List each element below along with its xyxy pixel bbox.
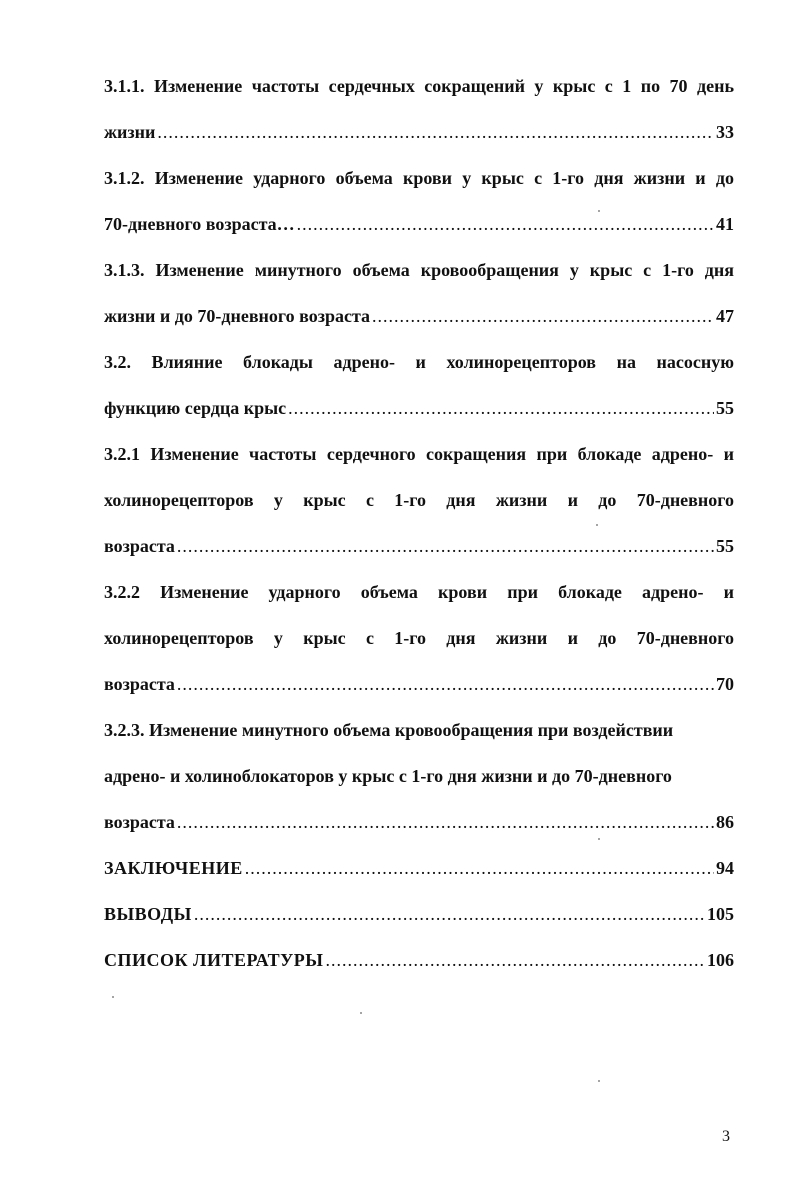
- leader-dots: [194, 902, 705, 926]
- toc-entry-3-2-line-1: 3.2. Влияние блокады адрено- и холинорецепторов на насосную: [104, 352, 734, 372]
- toc-entry-3-1-3-last[interactable]: [104, 304, 734, 328]
- toc-entry-3-2-1-line-1: 3.2.1 Изменение частоты сердечного сокращения при блокаде адрено- и: [104, 444, 734, 464]
- leader-dots: [177, 534, 714, 558]
- toc-page-number: 70: [716, 674, 734, 694]
- toc-entry-conclusion[interactable]: [104, 856, 734, 880]
- toc-entry-3-1-1-last[interactable]: [104, 120, 734, 144]
- toc-page-number: 105: [707, 904, 734, 924]
- leader-dots: [372, 304, 714, 328]
- toc-entry-3-2-2-line-2: холинорецепторов у крыс с 1-го дня жизни и до 70-дневного: [104, 628, 734, 648]
- toc-entry-3-1-3-line-1: 3.1.3. Изменение минутного объема кровообращения у крыс с 1-го дня: [104, 260, 734, 280]
- toc-page-number: 47: [716, 306, 734, 326]
- toc-page-number: 94: [716, 858, 734, 878]
- toc-page-number: 106: [707, 950, 734, 970]
- scan-speck: [598, 1080, 600, 1082]
- toc-page-number: 55: [716, 536, 734, 556]
- scan-speck: [598, 838, 600, 840]
- page-number: 3: [722, 1128, 730, 1145]
- scan-speck: [596, 524, 598, 526]
- scan-speck: [360, 1012, 362, 1014]
- toc-entry-text: ВЫВОДЫ: [104, 904, 192, 924]
- toc-entry-3-1-2-last[interactable]: [104, 212, 734, 236]
- toc-entry-3-2-1-line-2: холинорецепторов у крыс с 1-го дня жизни и до 70-дневного: [104, 490, 734, 510]
- toc-entry-text: ЗАКЛЮЧЕНИЕ: [104, 858, 243, 878]
- toc-entry-3-2-3-line-2: адрено- и холиноблокаторов у крыс с 1-го дня жизни и до 70-дневного: [104, 766, 672, 786]
- toc-entry-3-2-1-last[interactable]: [104, 534, 734, 558]
- toc-entry-text: функцию сердца крыс: [104, 398, 287, 418]
- toc-entry-text: возраста: [104, 674, 175, 694]
- toc-page-number: 86: [716, 812, 734, 832]
- toc-entry-text: жизни: [104, 122, 156, 142]
- scan-speck: [112, 996, 114, 998]
- toc-entry-text: жизни и до 70-дневного возраста: [104, 306, 371, 326]
- leader-dots: [297, 212, 714, 236]
- toc-page-number: 55: [716, 398, 734, 418]
- toc-page-number: 33: [716, 122, 734, 142]
- toc-entry-3-2-2-line-1: 3.2.2 Изменение ударного объема крови при блокаде адрено- и: [104, 582, 734, 602]
- toc-entry-3-1-2-line-1: 3.1.2. Изменение ударного объема крови у крыс с 1-го дня жизни и до: [104, 168, 734, 188]
- toc-entry-3-2-last[interactable]: [104, 396, 734, 420]
- leader-dots: [325, 948, 705, 972]
- toc-entry-3-2-3-last[interactable]: [104, 810, 734, 834]
- toc-entry-text: возраста: [104, 536, 175, 556]
- toc-entry-text: возраста: [104, 812, 175, 832]
- toc-page-number: 41: [716, 214, 734, 234]
- leader-dots: [177, 810, 714, 834]
- toc-entry-3-1-1-line-1: 3.1.1. Изменение частоты сердечных сокращений у крыс с 1 по 70 день: [104, 76, 734, 96]
- scan-speck: [598, 210, 600, 212]
- toc-entry-findings[interactable]: [104, 902, 734, 926]
- leader-dots: [177, 672, 714, 696]
- leader-dots: [157, 120, 714, 144]
- leader-dots: [288, 396, 714, 420]
- toc-entry-text: СПИСОК ЛИТЕРАТУРЫ: [104, 950, 324, 970]
- toc-entry-3-2-3-line-1: 3.2.3. Изменение минутного объема кровообращения при воздействии: [104, 720, 674, 740]
- toc-entry-text: 70-дневного возраста…: [104, 214, 295, 234]
- toc-entry-3-2-2-last[interactable]: [104, 672, 734, 696]
- leader-dots: [245, 856, 714, 880]
- toc-entry-references[interactable]: [104, 948, 734, 972]
